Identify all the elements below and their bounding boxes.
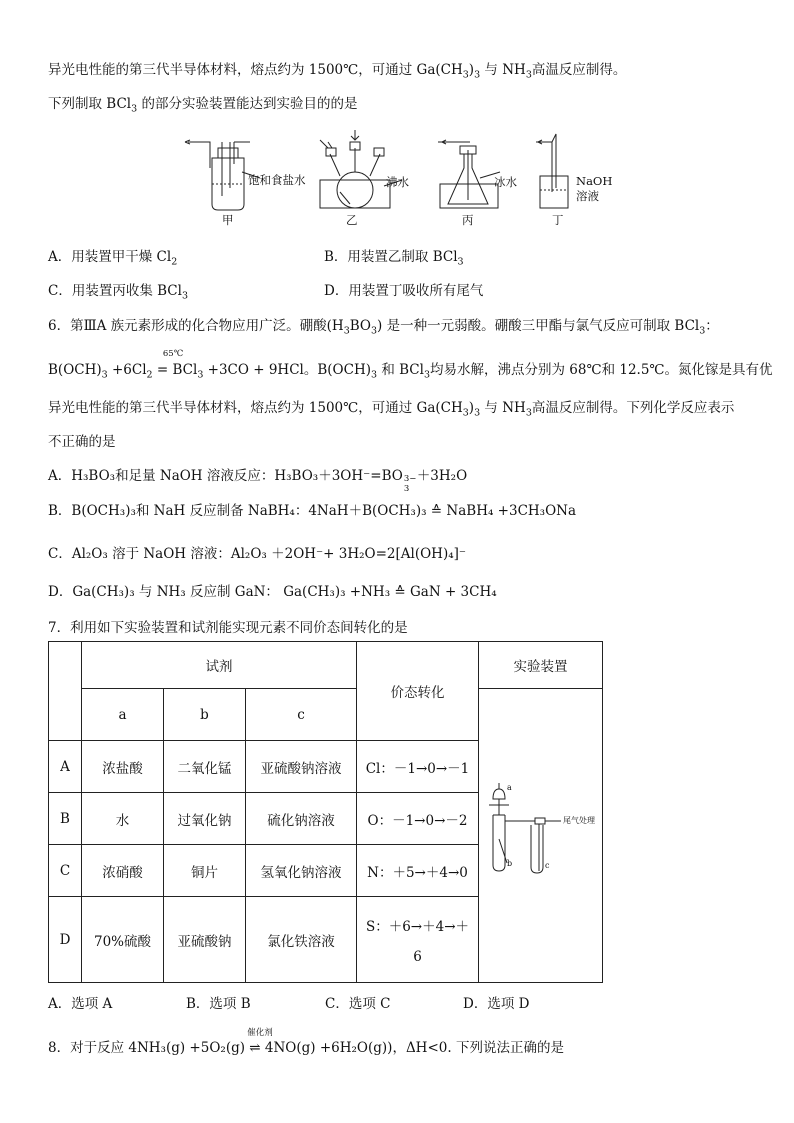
subscript: 3 [474,69,481,81]
intro-line-1: 异光电性能的第三代半导体材料，熔点约为 1500℃，可通过 $Ga(CH_3)_3$ 与 $NH_3$高温反应制得。 [48,62,627,81]
diagram-label-a: a [507,782,512,792]
reaction-condition: 催化剂 ⇌ [247,1028,273,1056]
q7-option-a[interactable]: A．选项 A [48,996,113,1012]
subscript: 3 [457,256,464,268]
table-row: C 浓硝酸 铜片 氢氧化钠溶液 N：＋5→＋4→0 [49,845,603,897]
col-b: b [164,689,246,741]
subscript: 3 [371,369,378,381]
header-apparatus: 实验装置 [479,642,603,689]
subscript: 3 [423,369,430,381]
q7-stem: 7．利用如下实验装置和试剂能实现元素不同价态间转化的是 [48,620,408,636]
subscript: 3 [131,103,138,115]
subscript: 3 [525,69,532,81]
label-naoh: NaOH [576,174,613,188]
reaction-condition: 65℃ = BCl [156,349,198,378]
q6-stem-4: 不正确的是 [48,434,116,450]
diagram-label-tail-gas: 尾气处理 [563,815,595,825]
q7-apparatus-drawing [479,691,602,981]
q6-stem-1: 6．第ⅢA 族元素形成的化合物应用广泛。硼酸$(H_3BO_3)$ 是一种一元弱酸。硼酸三甲酯与氯气反应可制取 BCl$_3$： [48,318,719,337]
table-row: D 70%硫酸 亚硫酸钠 氯化铁溶液 S：＋6→＋4→＋ 6 [49,897,603,983]
q6-stem-3: 异光电性能的第三代半导体材料，熔点约为 1500℃，可通过 $Ga(CH_3)_3$ 与 $NH_3$高温反应制得。下列化学反应表示 [48,400,735,419]
label-yi: 乙 [346,213,358,227]
table-row: A 浓盐酸 二氧化锰 亚硫酸钠溶液 Cl：－1→0→－1 [49,741,603,793]
label-ding: 丁 [552,213,564,227]
col-a: a [82,689,164,741]
q7-option-b[interactable]: B．选项 B [186,996,251,1012]
q6-option-d[interactable]: D．Ga(CH₃)₃ 与 NH₃ 反应制 GaN： Ga(CH₃)₃ +NH₃ ≙ GaN + 3CH₄ [48,584,497,600]
subscript: 3 [525,407,532,419]
label-bing: 丙 [462,213,474,227]
label-jia: 甲 [222,213,234,227]
apparatus-figure [180,128,620,228]
q6-stem-2: $B(OCH)_3 +6Cl_2$ 65℃ = BCl$_3$ +3CO + 9HCl。$B(OCH)_3$ 和 BCl$_3$均易水解，沸点分别为 68℃和 12.5℃。氮化镓是具有优 [48,349,773,381]
q5-option-d[interactable]: D．用装置丁吸收所有尾气 [324,283,484,299]
q5-stem: 下列制取 BCl$_3$ 的部分实验装置能达到实验目的的是 [48,96,358,115]
corner-cell [49,642,82,741]
label-ice-water: 冰水 [494,175,517,189]
subscript: 3 [462,69,469,81]
subscript: 3 [343,325,350,337]
diagram-label-b: b [507,858,513,868]
subscript: 2 [171,256,178,268]
table-row: B 水 过氧化钠 硫化钠溶液 O：－1→0→－2 [49,793,603,845]
q6-option-b[interactable]: B．B(OCH₃)₃和 NaH 反应制备 NaBH₄：4NaH＋B(OCH₃)₃ ≙ NaBH₄ +3CH₃ONa [48,503,577,519]
q6-option-a[interactable]: A．H₃BO₃和足量 NaOH 溶液反应：H₃BO₃＋3OH⁻=BO 3− 3 ＋3H₂O [48,468,468,494]
header-valence: 价态转化 [357,642,479,741]
subscript: 3 [197,369,204,381]
label-brine: 饱和食盐水 [248,173,306,187]
subscript: 3 [371,325,378,337]
valence-cell-d: S：＋6→＋4→＋ 6 [357,897,479,983]
q5-option-b[interactable]: B．用装置乙制取 BCl$_3$ [324,249,464,268]
header-reagent: 试剂 [82,642,357,689]
q5-option-c[interactable]: C．用装置丙收集 BCl$_3$ [48,283,188,302]
subscript: 3 [181,290,188,302]
reagent-table [48,641,603,983]
apparatus-cell [479,689,603,983]
label-naoh-solution: 溶液 [576,189,599,203]
subscript: 2 [146,369,153,381]
col-c: c [246,689,357,741]
q6-option-c[interactable]: C．Al₂O₃ 溶于 NaOH 溶液：Al₂O₃ ＋2OH⁻+ 3H₂O=2[Al(OH)₄]⁻ [48,546,467,562]
label-boiling-water: 沸水 [386,175,409,189]
q5-option-a[interactable]: A．用装置甲干燥 $Cl_2$ [48,249,178,268]
subscript: 3 [101,369,108,381]
subscript: 3 [462,407,469,419]
subscript: 3 [474,407,481,419]
q8-stem: 8．对于反应 4NH₃(g) +5O₂(g) 催化剂 ⇌ 4NO(g) +6H₂O(g))，ΔH<0. 下列说法正确的是 [48,1028,564,1056]
diagram-label-c: c [545,860,550,870]
q7-option-d[interactable]: D．选项 D [463,996,530,1012]
subscript: 3 [699,325,706,337]
q7-option-c[interactable]: C．选项 C [325,996,391,1012]
